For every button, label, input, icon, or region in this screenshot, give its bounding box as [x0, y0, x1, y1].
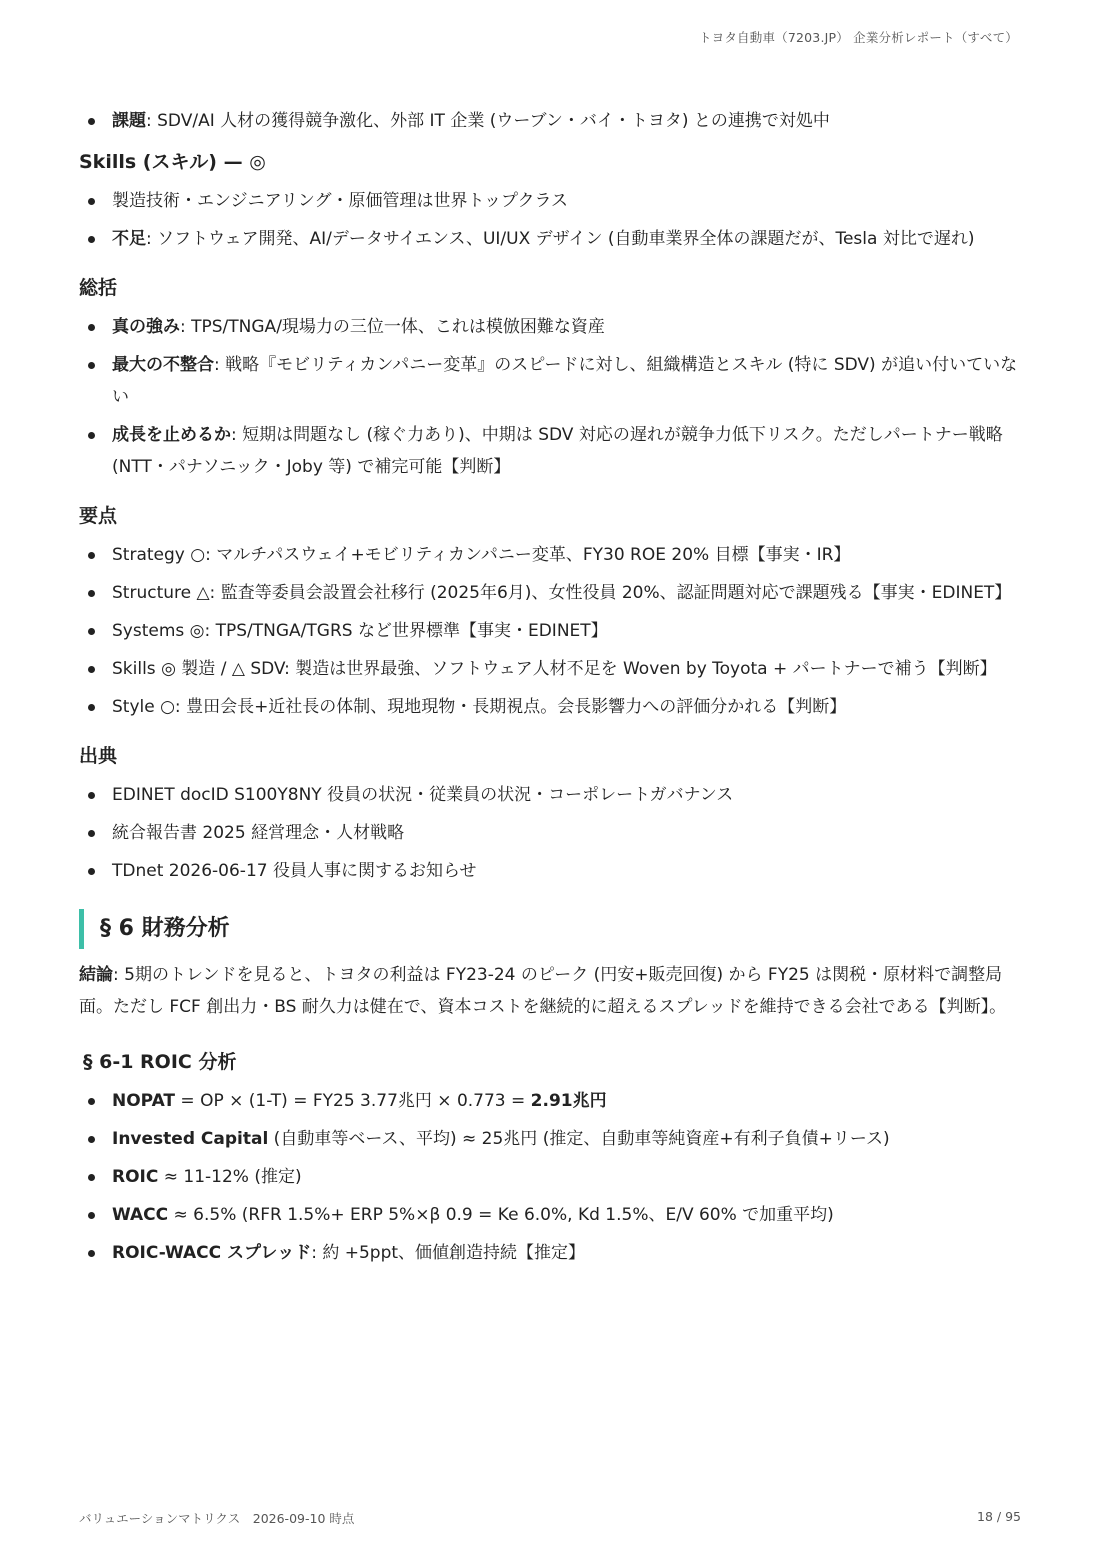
- item-label: ROIC-WACC スプレッド: [112, 1243, 312, 1263]
- item-label: WACC: [112, 1205, 169, 1225]
- item-label: 真の強み: [112, 317, 180, 337]
- list-item: [79, 1123, 1019, 1155]
- list-item: [79, 349, 1019, 413]
- item-label: ROIC: [112, 1167, 159, 1187]
- skills-shortage-text: : ソフトウェア開発、AI/データサイエンス、UI/UX デザイン (自動車業界全体の課題だが、Tesla 対比で遅れ): [146, 229, 975, 249]
- item-text: (自動車等ベース、平均) ≈ 25兆円 (推定、自動車等純資産+有利子負債+リース): [268, 1129, 890, 1149]
- list-item: TDnet 2026-06-17 役員人事に関するお知らせ: [79, 855, 1019, 887]
- roic-heading: § 6-1 ROIC 分析: [83, 1051, 237, 1073]
- skills-item-text: 製造技術・エンジニアリング・原価管理は世界トップクラス: [112, 191, 569, 211]
- item-text: : 約 +5ppt、価値創造持続【推定】: [311, 1243, 586, 1263]
- section-6-heading: § 6 財務分析: [79, 909, 1019, 949]
- footer-left: バリュエーションマトリクス 2026-09-10 時点: [79, 1511, 355, 1526]
- list-item: [79, 185, 1019, 217]
- conclusion-label: 結論: [79, 965, 113, 985]
- key-points-heading: 要点: [79, 505, 118, 527]
- list-item: Style ○: 豊田会長+近社長の体制、現地現物・長期視点。会長影響力への評価分かれる【判断】: [79, 691, 1019, 723]
- summary-list: [79, 311, 1019, 483]
- item-text: : TPS/TNGA/現場力の三位一体、これは模倣困難な資産: [180, 317, 605, 337]
- list-item: [79, 1161, 1019, 1193]
- running-header: トヨタ自動車（7203.JP） 企業分析レポート（すべて）: [698, 30, 1018, 45]
- list-item: Systems ◎: TPS/TNGA/TGRS など世界標準【事実・EDINET】: [79, 615, 1019, 647]
- skills-heading: Skills (スキル) — ◎: [79, 151, 266, 173]
- list-item: EDINET docID S100Y8NY 役員の状況・従業員の状況・コーポレートガバナンス: [79, 779, 1019, 811]
- list-item: [79, 105, 1019, 137]
- item-text: ≈ 6.5% (RFR 1.5%+ ERP 5%×β 0.9 = Ke 6.0%, Kd 1.5%、E/V 60% で加重平均): [168, 1205, 834, 1225]
- item-label: 成長を止めるか: [112, 425, 231, 445]
- page-number: 18 / 95: [977, 1509, 1021, 1524]
- issues-list: [79, 105, 1019, 137]
- item-label: 最大の不整合: [112, 355, 214, 375]
- nopat-value: 2.91兆円: [530, 1091, 607, 1111]
- list-item: [79, 1237, 1019, 1269]
- summary-heading: 総括: [79, 277, 118, 299]
- sources-list: [79, 779, 1019, 887]
- list-item: Skills ◎ 製造 / △ SDV: 製造は世界最強、ソフトウェア人材不足を Woven by Toyota + パートナーで補う【判断】: [79, 653, 1019, 685]
- list-item: [79, 223, 1019, 255]
- item-text: = OP × (1-T) = FY25 3.77兆円 × 0.773 =: [175, 1091, 531, 1111]
- item-label: NOPAT: [112, 1091, 176, 1111]
- list-item: [79, 1085, 1019, 1117]
- conclusion-paragraph: [79, 959, 1019, 1023]
- issues-label: 課題: [112, 111, 146, 131]
- item-text: ≈ 11-12% (推定): [158, 1167, 302, 1187]
- roic-list: [79, 1085, 1019, 1269]
- item-text: : 短期は問題なし (稼ぐ力あり)、中期は SDV 対応の遅れが競争力低下リスク。ただしパートナー戦略 (NTT・パナソニック・Joby 等) で補完可能【判断】: [112, 425, 1003, 477]
- issues-text: : SDV/AI 人材の獲得競争激化、外部 IT 企業 (ウーブン・バイ・トヨタ) との連携で対処中: [146, 111, 830, 131]
- key-points-list: [79, 539, 1019, 723]
- item-label: Invested Capital: [112, 1129, 269, 1149]
- skills-list: [79, 185, 1019, 255]
- list-item: Structure △: 監査等委員会設置会社移行 (2025年6月)、女性役員 20%、認証問題対応で課題残る【事実・EDINET】: [79, 577, 1019, 609]
- list-item: 統合報告書 2025 経営理念・人材戦略: [79, 817, 1019, 849]
- list-item: Strategy ○: マルチパスウェイ+モビリティカンパニー変革、FY30 ROE 20% 目標【事実・IR】: [79, 539, 1019, 571]
- skills-shortage-label: 不足: [112, 229, 146, 249]
- sources-heading: 出典: [79, 745, 118, 767]
- item-text: : 戦略『モビリティカンパニー変革』のスピードに対し、組織構造とスキル (特に SDV) が追い付いていない: [112, 355, 1018, 407]
- page-content: [79, 105, 1019, 1275]
- list-item: [79, 1199, 1019, 1231]
- list-item: [79, 311, 1019, 343]
- conclusion-text: : 5期のトレンドを見ると、トヨタの利益は FY23-24 のピーク (円安+販売回復) から FY25 は関税・原材料で調整局面。ただし FCF 創出力・BS 耐久力は健在で、資本コストを継続的に超えるスプレッドを維持できる会社である【判断】。: [79, 965, 1007, 1017]
- list-item: [79, 419, 1019, 483]
